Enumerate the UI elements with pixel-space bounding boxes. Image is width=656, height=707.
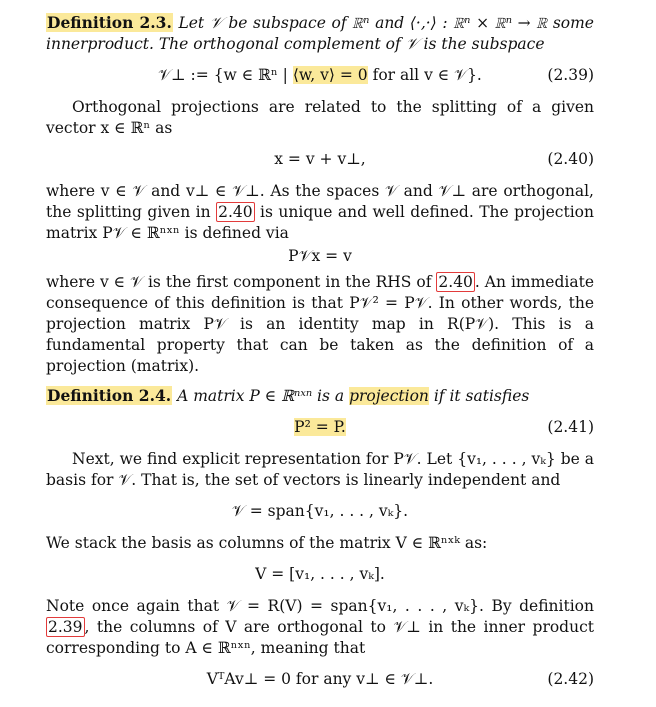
equation-span [46, 497, 594, 527]
ref-link-2-40-second[interactable]: 2.40 [438, 273, 473, 291]
equation-matrix-v-body: V = [v₁, . . . , vₖ]. [255, 565, 385, 583]
ref-link-2-39[interactable]: 2.39 [48, 618, 83, 636]
equation-projection-def-body: P𝒱x = v [288, 247, 352, 265]
equation-2-40-body: x = v + v⊥, [274, 150, 366, 168]
definition-2-4 [46, 385, 594, 407]
definition-2-4-highlight: projection [349, 387, 429, 405]
equation-2-42-body: VᵀAv⊥ = 0 for any v⊥ ∈ 𝒱⊥. [206, 670, 434, 688]
equation-2-42 [46, 665, 594, 695]
equation-matrix-v [46, 560, 594, 590]
definition-2-3-text: Let 𝒱 be subspace of ℝⁿ and ⟨·,·⟩ : ℝⁿ × ℝⁿ → ℝ some innerproduct. The orthogonal complement of 𝒱 is the subspace [46, 14, 594, 53]
equation-2-40-number: (2.40) [547, 150, 594, 168]
definition-2-3-title: Definition 2.3. [47, 13, 172, 32]
ref-link-2-40[interactable]: 2.40 [218, 203, 253, 221]
paragraph-2 [46, 181, 594, 244]
equation-2-39-rhs: for all v ∈ 𝒱}. [367, 66, 482, 84]
equation-2-41-number: (2.41) [547, 418, 594, 436]
paragraph-2-text-b: is unique and well defined. The projection matrix P𝒱 ∈ ℝⁿˣⁿ is defined via [46, 203, 594, 242]
equation-2-41-highlight: P² = P. [294, 418, 346, 436]
equation-2-39-body [46, 65, 594, 86]
equation-span-body: 𝒱 = span{v₁, . . . , vₖ}. [231, 502, 409, 520]
paragraph-6 [46, 596, 594, 659]
equation-2-39-number: (2.39) [547, 66, 594, 84]
equation-2-39-lhs: 𝒱⊥ := {w ∈ ℝⁿ | [158, 66, 293, 84]
paragraph-6-text-a: Note once again that 𝒱 = R(V) = span{v₁, . . . , vₖ}. By definition [46, 597, 594, 615]
equation-projection-def [46, 246, 594, 270]
paragraph-3-text-a: where v ∈ 𝒱 is the first component in the RHS of [46, 273, 437, 291]
paragraph-1: Orthogonal projections are related to the splitting of a given vector x ∈ ℝⁿ as [46, 98, 594, 137]
paragraph-4: Next, we find explicit representation for P𝒱. Let {v₁, . . . , vₖ} be a basis for 𝒱. That is, the set of vectors is linearly independent and [46, 450, 594, 489]
paragraph-2-text-a: where v ∈ 𝒱 and v⊥ ∈ 𝒱⊥. As the spaces 𝒱 and 𝒱⊥ are orthogonal, the splitting given in [46, 182, 594, 221]
equation-2-41 [46, 413, 594, 443]
definition-2-4-title: Definition 2.4. [47, 386, 172, 405]
equation-2-41-body [46, 417, 594, 438]
equation-2-40 [46, 145, 594, 175]
equation-2-39-highlight: ⟨w, v⟩ = 0 [292, 66, 368, 84]
page [46, 12, 594, 701]
paragraph-6-text-b: , the columns of V are orthogonal to 𝒱⊥ in the inner product corresponding to A ∈ ℝⁿˣⁿ, meaning that [46, 618, 594, 657]
paragraph-3-text-b: . An immediate consequence of this definition is that P𝒱² = P𝒱. In other words, the projection matrix P𝒱 is an identity map in R(P𝒱). This is a fundamental property that can be taken as the definition of a projection (matrix). [46, 273, 594, 375]
equation-2-39 [46, 61, 594, 91]
paragraph-3 [46, 272, 594, 377]
definition-2-4-text-a: A matrix P ∈ ℝⁿˣⁿ is a [177, 387, 350, 405]
definition-2-4-text-b: if it satisfies [428, 387, 530, 405]
equation-2-42-number: (2.42) [547, 670, 594, 688]
paragraph-5: We stack the basis as columns of the matrix V ∈ ℝⁿˣᵏ as: [46, 534, 488, 552]
definition-2-3 [46, 12, 594, 55]
